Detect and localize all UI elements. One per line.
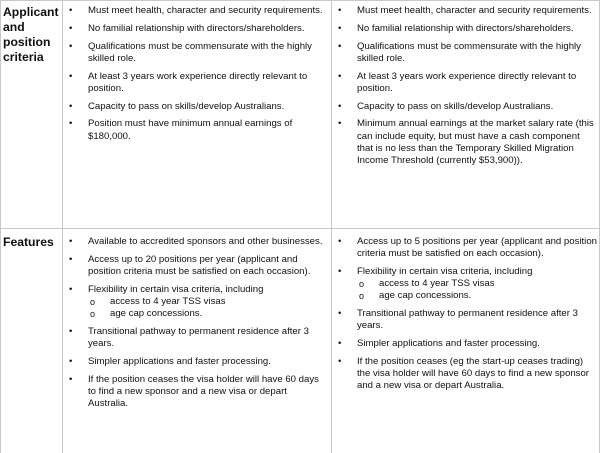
table-border: [0, 1, 1, 228]
list-item: [62, 23, 328, 35]
list-item-text: No familial relationship with directors/shareholders.: [357, 22, 574, 34]
bullet-icon: •: [69, 236, 73, 247]
list-item: [62, 71, 328, 95]
list-item: [331, 236, 597, 260]
list-item: [331, 5, 597, 17]
bullet-icon: •: [69, 22, 73, 34]
bullet-list: [62, 5, 328, 143]
list-item-text: Position must have minimum annual earnings of $180,000.: [88, 118, 293, 142]
list-item: [62, 254, 328, 278]
sub-list-item: [357, 290, 597, 302]
features-cell-left: [62, 236, 328, 416]
list-item-text: Simpler applications and faster processing.: [88, 356, 271, 367]
bullet-icon: •: [69, 40, 73, 52]
list-item-text: Minimum annual earnings at the market salary rate (this can include equity, but must have a cash component that is no less than the Temporary Skilled Migration Income Threshold (currently $53,900)).: [357, 118, 594, 166]
bullet-icon: •: [69, 118, 73, 130]
bullet-icon: •: [338, 118, 342, 130]
list-item: [331, 308, 597, 332]
bullet-icon: •: [69, 100, 73, 112]
sub-list: [88, 296, 328, 320]
list-item-text: Access up to 20 positions per year (applicant and position criteria must be satisfied on each occasion).: [88, 253, 311, 277]
circle-bullet-icon: o: [90, 297, 96, 307]
list-item-text: No familial relationship with directors/shareholders.: [88, 22, 305, 34]
list-item: [331, 266, 597, 303]
bullet-icon: •: [69, 326, 73, 337]
bullet-icon: •: [69, 5, 73, 16]
bullet-list: [331, 236, 597, 393]
bullet-icon: •: [69, 283, 73, 295]
list-item-text: Must meet health, character and security requirements.: [88, 5, 323, 16]
list-item-text: Access up to 5 positions per year (applicant and position criteria must be satisfied on each occasion).: [357, 236, 597, 260]
list-item-text: At least 3 years work experience directly relevant to position.: [357, 70, 577, 94]
list-item-text: Available to accredited sponsors and other businesses.: [88, 236, 323, 247]
bullet-icon: •: [338, 338, 342, 350]
list-item-text: Simpler applications and faster processing.: [357, 338, 540, 350]
list-item-text: Qualifications must be commensurate with the highly skilled role.: [357, 40, 581, 64]
list-item-text: Qualifications must be commensurate with the highly skilled role.: [88, 40, 312, 64]
bullet-icon: •: [338, 22, 342, 34]
list-item: [331, 356, 597, 393]
sub-list-item: [88, 296, 328, 308]
bullet-icon: •: [69, 373, 73, 385]
bullet-icon: •: [338, 5, 342, 16]
list-item-text: Transitional pathway to permanent residence after 3 years.: [88, 326, 309, 350]
list-item: [62, 326, 328, 350]
list-item: [62, 118, 328, 142]
bullet-icon: •: [69, 70, 73, 82]
features-cell-right: [331, 236, 597, 398]
sub-list-item-text: age cap concessions.: [110, 308, 203, 320]
list-item-text: Flexibility in certain visa criteria, including: [357, 266, 533, 277]
sub-list-item: [357, 278, 597, 290]
bullet-icon: •: [69, 356, 73, 367]
circle-bullet-icon: o: [90, 309, 96, 320]
list-item-text: Must meet health, character and security requirements.: [357, 5, 592, 16]
list-item-text: Capacity to pass on skills/develop Australians.: [88, 100, 285, 112]
list-item: [331, 101, 597, 113]
bullet-icon: •: [69, 253, 73, 265]
list-item-text: Flexibility in certain visa criteria, including: [88, 283, 264, 295]
list-item: [62, 284, 328, 321]
list-item-text: If the position ceases the visa holder will have 60 days to find a new sponsor and a new visa or depart Australia.: [88, 373, 319, 410]
sub-list: [357, 278, 597, 302]
criteria-cell-left: [62, 5, 328, 148]
list-item-text: At least 3 years work experience directly relevant to position.: [88, 70, 308, 94]
criteria-cell-right: [331, 5, 597, 173]
list-item-text: Capacity to pass on skills/develop Australians.: [357, 100, 554, 112]
list-item: [62, 5, 328, 17]
list-item: [331, 41, 597, 65]
bullet-icon: •: [338, 100, 342, 112]
bullet-icon: •: [338, 40, 342, 52]
sub-list-item: [88, 308, 328, 320]
circle-bullet-icon: o: [359, 279, 365, 290]
bullet-icon: •: [338, 266, 342, 277]
list-item: [62, 41, 328, 65]
bullet-icon: •: [338, 70, 342, 82]
list-item: [62, 374, 328, 411]
row-header: Features: [3, 235, 54, 249]
table-border: [0, 229, 1, 453]
list-item-text: If the position ceases (eg the start-up ceases trading) the visa holder will have 60 days to find a new sponsor and a new visa or depart Australia.: [357, 356, 589, 392]
list-item: [331, 71, 597, 95]
circle-bullet-icon: o: [359, 291, 365, 302]
bullet-icon: •: [338, 308, 342, 320]
list-item-text: Transitional pathway to permanent residence after 3 years.: [357, 308, 578, 332]
list-item: [331, 338, 597, 350]
list-item: [62, 101, 328, 113]
list-item: [331, 118, 597, 167]
bullet-icon: •: [338, 236, 342, 247]
sub-list-item-text: access to 4 year TSS visas: [110, 296, 226, 307]
row-applicant-criteria: [0, 1, 600, 229]
list-item: [331, 23, 597, 35]
list-item: [62, 236, 328, 248]
sub-list-item-text: age cap concessions.: [379, 290, 472, 302]
list-item: [62, 356, 328, 368]
row-features: [0, 229, 600, 453]
bullet-list: [62, 236, 328, 410]
bullet-icon: •: [338, 356, 342, 367]
sub-list-item-text: access to 4 year TSS visas: [379, 278, 495, 290]
row-header: Applicant and position criteria: [3, 5, 59, 64]
bullet-list: [331, 5, 597, 167]
